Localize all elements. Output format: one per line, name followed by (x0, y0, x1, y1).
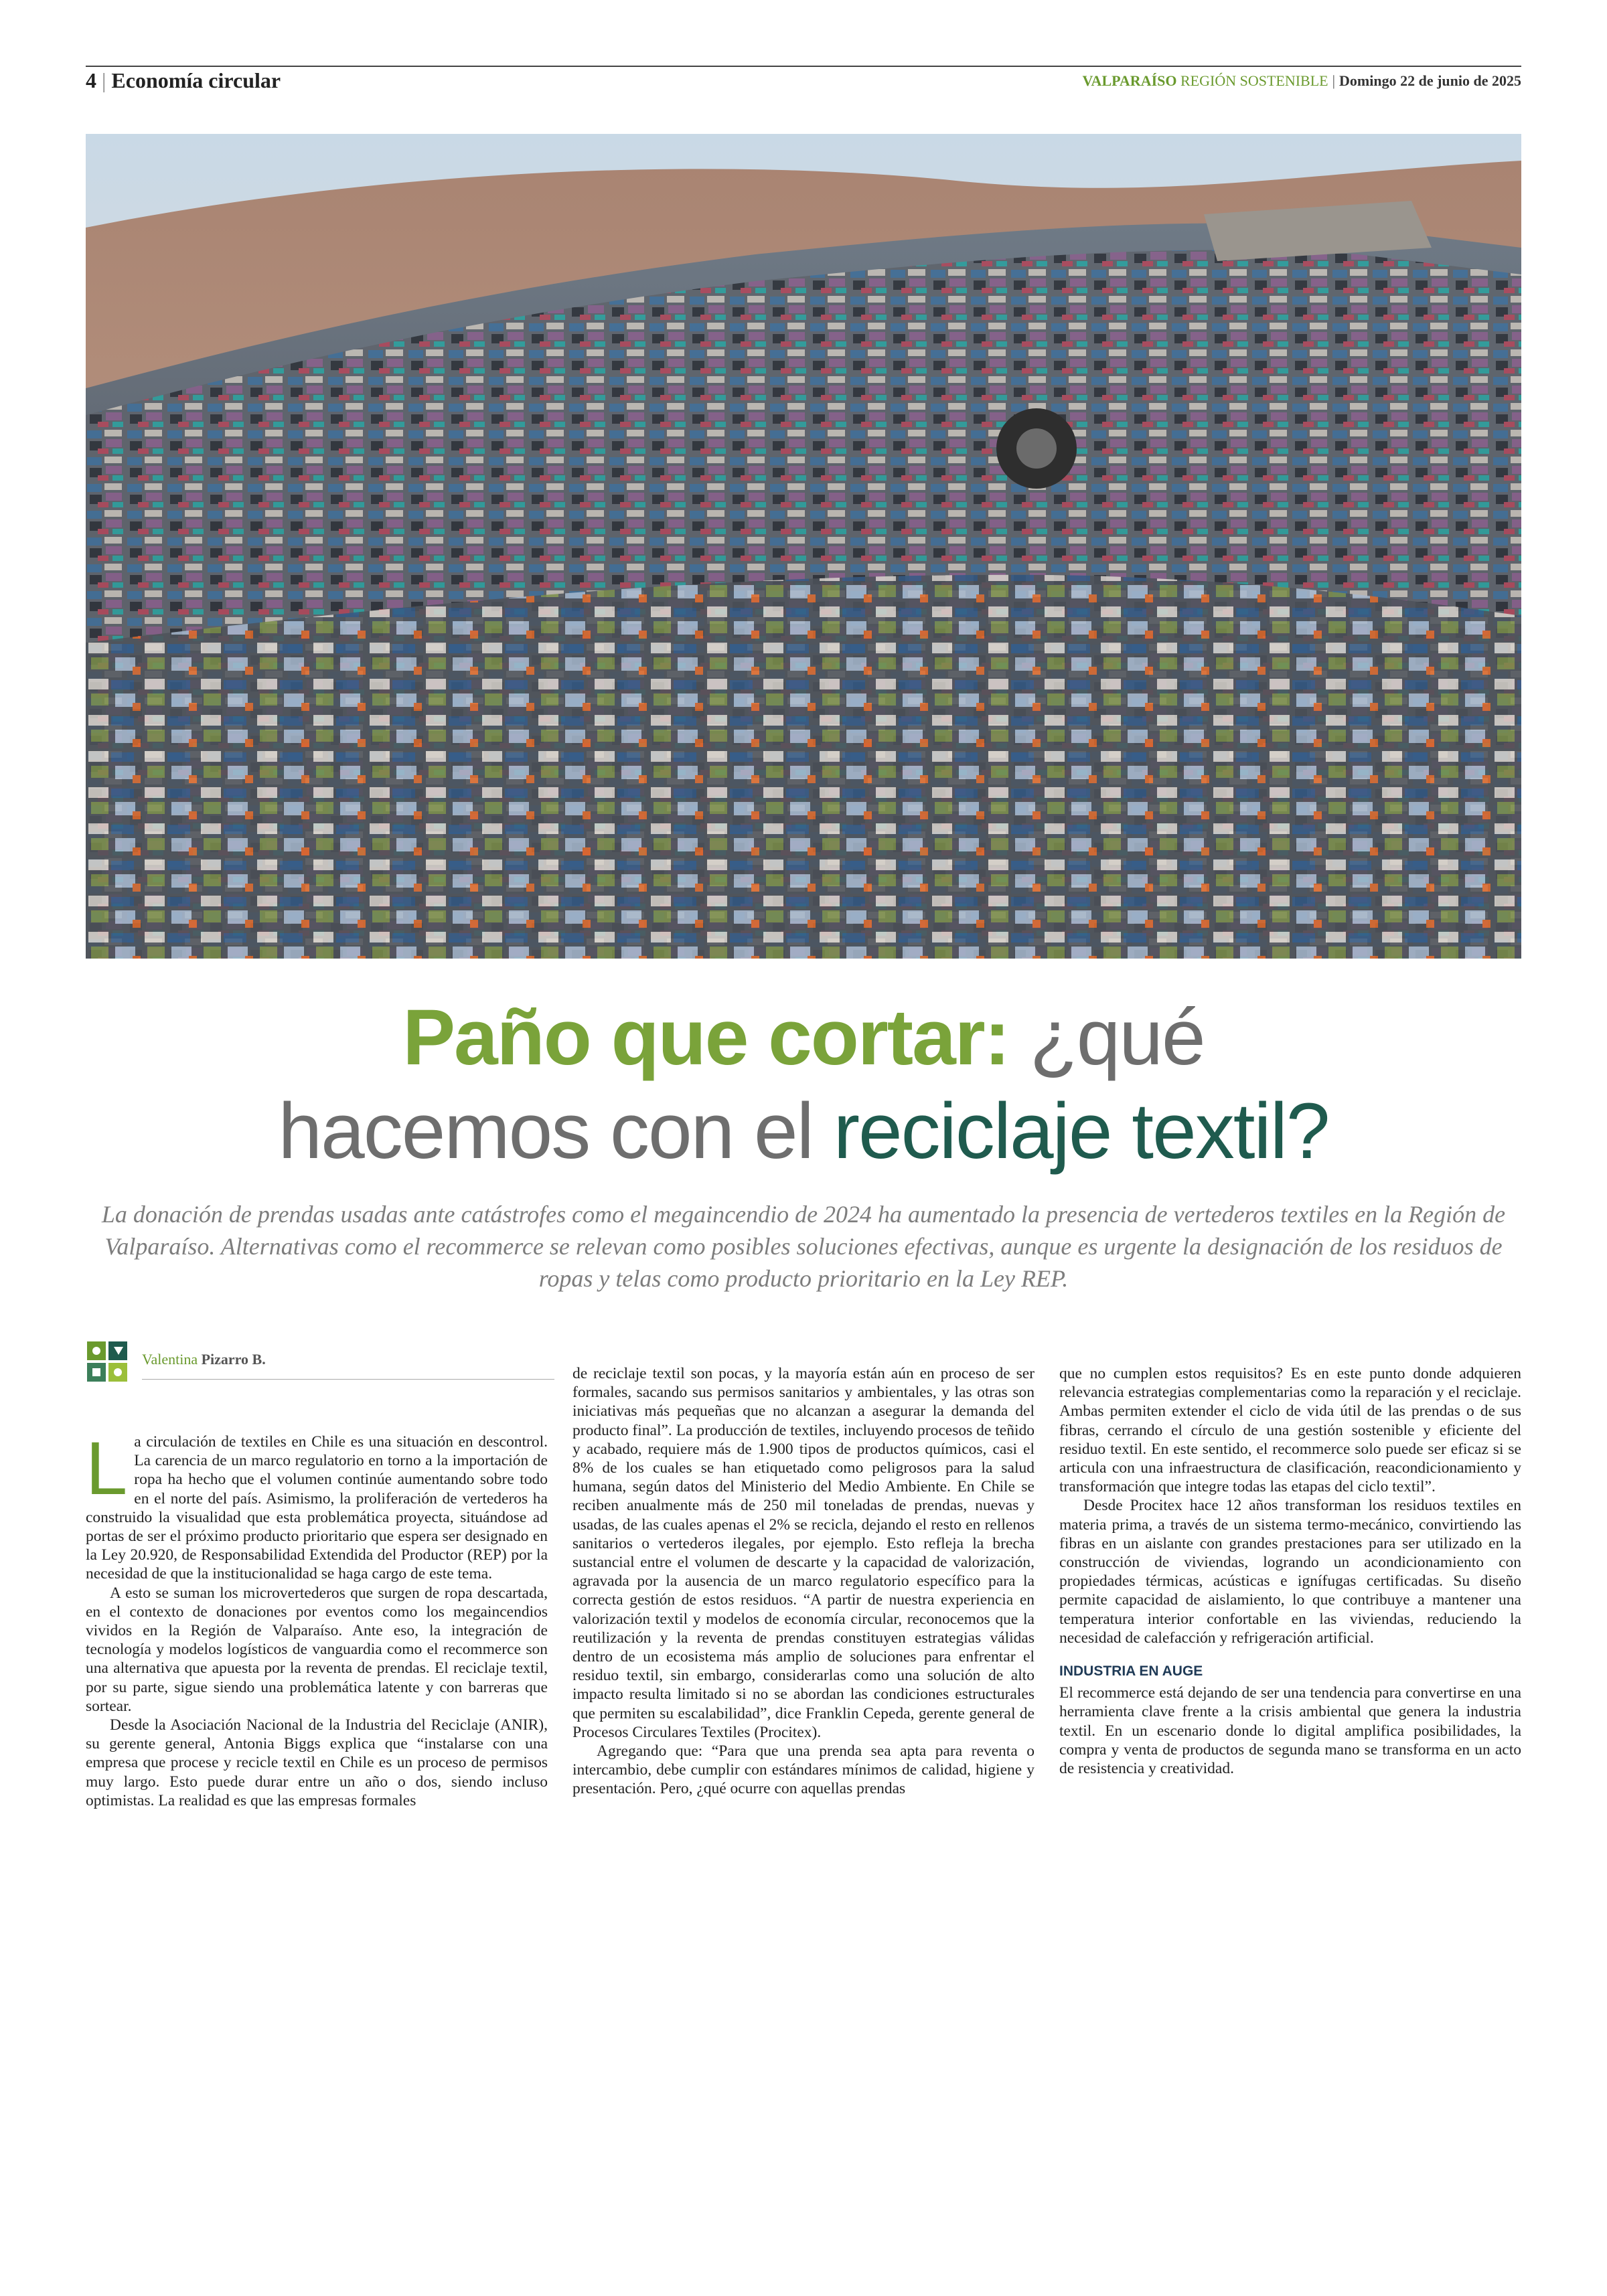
author-last-name: Pizarro B. (201, 1351, 266, 1368)
brand-name: VALPARAÍSO (1082, 72, 1177, 89)
drop-cap: L (86, 1426, 128, 1510)
body-column-3 (1059, 1364, 1521, 1778)
recycling-logo-icon (86, 1340, 129, 1383)
headline-part2: ¿qué (1008, 993, 1205, 1082)
paragraph: Desde la Asociación Nacional de la Industria del Reciclaje (ANIR), su gerente general, Antonia Biggs explica que “instalarse con una empresa que procese y recicle textil en Chile es un proceso de permisos muy largo. Esto puede durar entre un año o dos, siendo incluso optimistas. La realidad es que las empresas formales (86, 1716, 548, 1809)
page-number: 4 (86, 68, 96, 92)
paragraph: Desde Procitex hace 12 años transforman los residuos textiles en materia prima, a través de un sistema termo-mecánico, convirtiendo las fibras en un aislante con grandes prestaciones para ser utilizado en la construcción de viviendas, logrando un acondicionamiento con propiedades térmicas, acústicas e ignífugas certificadas. Su diseño permite capacidad de aislamiento, lo que contribuye a mantener una temperatura interior confortable en las viviendas, reduciendo la necesidad de calefacción y refrigeración artificial. (1059, 1497, 1521, 1647)
paragraph: de reciclaje textil son pocas, y la mayoría están aún en proceso de ser formales, sacando sus permisos sanitarios y ambientales, y las otras son iniciativas más pequeñas que no alcanzan a asegurar la demanda del producto final”. La producción de textiles, incluyendo procesos de teñido y acabado, requiere más de 1.900 tipos de productos químicos, casi el 8% de los cuales se han etiquetado como peligrosos para la salud humana, según datos del Ministerio del Medio Ambiente. En Chile se reciben anualmente más de 250 mil toneladas de prendas, nuevas y usadas, de las cuales apenas el 2% se recicla, dejando el resto en rellenos sanitarios o vertederos ilegales, por ejemplo. Esto refleja la brecha sustancial entre el volumen de descarte y la capacidad de valorización, agravada por la ausencia de un marco regulatorio específico para la correcta gestión de estos residuos. “A partir de nuestra experiencia en valorización textil y modelos de economía circular, reconocemos que la reutilización y la reventa de prendas constituyen estrategias válidas dentro de un ecosistema más amplio de soluciones para enfrentar el residuo textil, sin embargo, considerarlas como una solución de alto impacto resulta limitado si no se abordan las condiciones estructurales que permiten su escalabilidad”, dice Franklin Cepeda, gerente general de Procesos Circulares Textiles (Procitex). (572, 1365, 1035, 1741)
publication-info (1083, 72, 1522, 90)
paragraph: que no cumplen estos requisitos? Es en este punto donde adquieren relevancia estrategias complementarias como la reparación y el reciclaje. Ambas permiten extender el ciclo de vida útil de las prendas o de sus fibras, cerrando el círculo de una gestión sostenible y eficiente del residuo textil. En este sentido, el recommerce solo puede ser eficaz si se articula con una infraestructura de clasificación, reacondicionamiento y transformación que integre todas las etapas del ciclo textil”. (1059, 1365, 1521, 1496)
publication-date: Domingo 22 de junio de 2025 (1339, 72, 1521, 89)
paragraph: El recommerce está dejando de ser una tendencia para convertirse en una herramienta clave frente a la crisis ambiental que genera la industria textil. En un escenario donde lo digital amplifica posibilidades, la compra y venta de productos de segunda mano se transforma en un acto de resistencia y creatividad. (1059, 1684, 1521, 1778)
paragraph-text: a circulación de textiles en Chile es una situación en descontrol. La carencia de un marco regulatorio en torno a la importación de ropa ha hecho que el volumen continúe aumentando sobre todo en el norte del país. Asimismo, la proliferación de vertederos ha construido la visualidad que esta problemática proyecta, situándose ad portas de ser el próximo producto prioritario que espera ser designado en la Ley 20.920, de Responsabilidad Extendida del Productor (REP) por la necesidad de que la institucionalidad se haga cargo de este tema. (86, 1433, 548, 1583)
brand-subtitle: REGIÓN SOSTENIBLE (1180, 72, 1328, 89)
header-divider: | (1332, 72, 1336, 89)
author-first-name: Valentina (142, 1351, 198, 1368)
article-deck: La donación de prendas usadas ante catástrofes como el megaincendio de 2024 ha aumentado la presencia de vertederos textiles en la Región de Valparaíso. Alternativas como el recommerce se relevan como posibles soluciones efectivas, aunque es urgente la designación de los residuos de ropas y telas como producto prioritario en la Ley REP. (101, 1201, 1506, 1292)
headline-part3: hacemos con el (278, 1087, 834, 1175)
author-name (142, 1351, 266, 1368)
header-rule (86, 66, 1521, 67)
section-label (86, 68, 281, 93)
header-separator: | (102, 68, 106, 92)
article-headline (86, 991, 1521, 1178)
body-column-1 (86, 1426, 548, 1810)
headline-part1: Paño que cortar: (402, 993, 1009, 1082)
paragraph: Agregando que: “Para que una prenda sea apta para reventa o intercambio, debe cumplir con estándares mínimos de calidad, higiene y presentación. Pero, ¿qué ocurre con aquellas prendas (572, 1742, 1035, 1798)
page-header (86, 68, 1521, 95)
textile-landfill-image (86, 134, 1521, 959)
body-column-2 (572, 1364, 1035, 1799)
headline-part4: reciclaje textil? (833, 1087, 1329, 1175)
byline-rule (142, 1379, 554, 1380)
paragraph: A esto se suman los microvertederos que surgen de ropa descartada, en el contexto de donaciones por eventos como los megaincendios vividos en la Región de Valparaíso. Ante eso, la integración de tecnología y modelos logísticos de vanguardia como el recommerce son una alternativa que apuesta por la reventa de prendas. El reciclaje textil, por su parte, sigue siendo una problemática latente y con barreras que sortear. (86, 1584, 548, 1715)
byline (86, 1340, 554, 1387)
paragraph (86, 1426, 548, 1584)
subheading: INDUSTRIA EN AUGE (1059, 1663, 1203, 1679)
section-title: Economía circular (111, 68, 281, 92)
lead-photo (86, 134, 1521, 959)
